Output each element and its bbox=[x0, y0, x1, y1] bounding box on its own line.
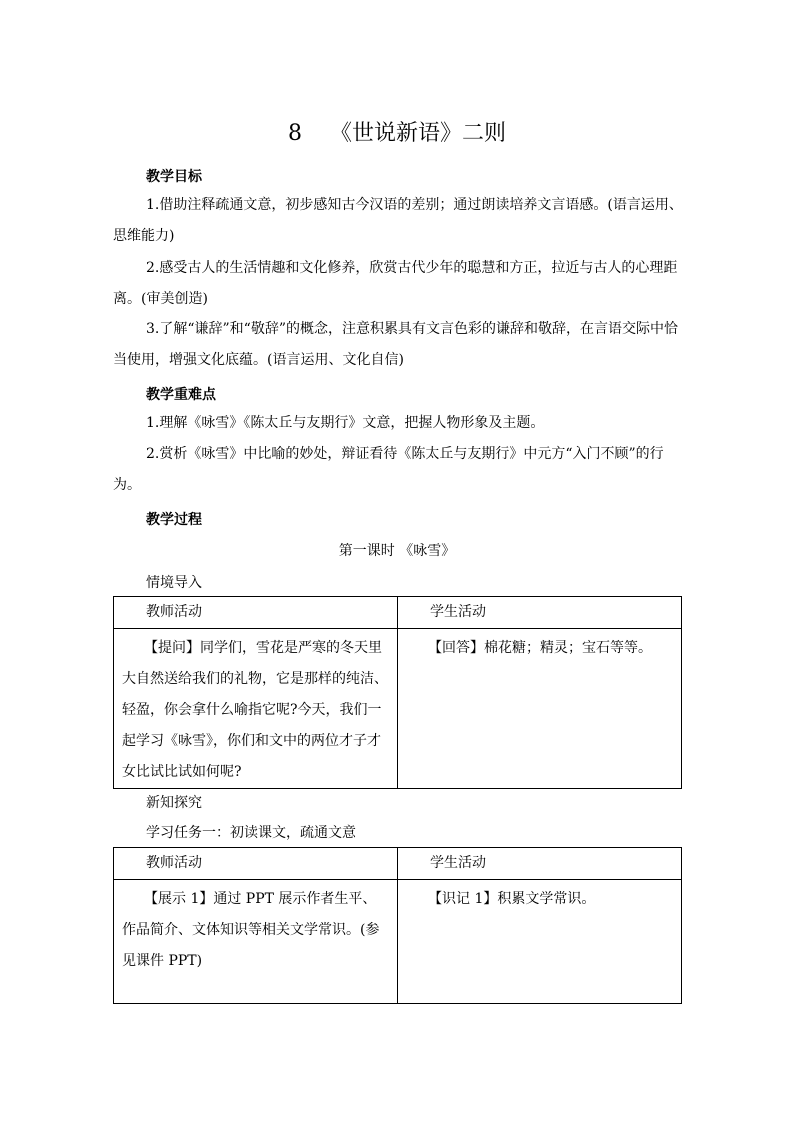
key-points-heading: 教学重难点 bbox=[146, 387, 216, 403]
teacher-activity-header: 教师活动 bbox=[114, 597, 398, 629]
key-point-1: 1.理解《咏雪》《陈太丘与友期行》文意，把握人物形象及主题。 bbox=[146, 415, 545, 431]
activity-table-task-1 bbox=[113, 847, 682, 1004]
student-activity-cell: 【识记 1】积累文学常识。 bbox=[398, 880, 682, 1004]
goal-1: 1.借助注释疏通文意，初步感知古今汉语的差别；通过朗读培养文言语感。(语言运用、思维能力) bbox=[113, 197, 683, 244]
section-intro-label: 情境导入 bbox=[146, 575, 202, 591]
teacher-activity-cell: 【展示 1】通过 PPT 展示作者生平、作品简介、文体知识等相关文学常识。(参见课件 PPT) bbox=[114, 880, 398, 1004]
student-activity-cell: 【回答】棉花糖；精灵；宝石等等。 bbox=[398, 629, 682, 789]
goal-2: 2.感受古人的生活情趣和文化修养，欣赏古代少年的聪慧和方正，拉近与古人的心理距离。(审美创造) bbox=[113, 260, 678, 307]
lesson-title: 第一课时 《咏雪》 bbox=[338, 543, 456, 559]
title-text: 《世说新语》二则 bbox=[329, 121, 506, 146]
student-activity-header: 学生活动 bbox=[398, 597, 682, 629]
title-number: 8 bbox=[287, 121, 302, 146]
page-title bbox=[0, 116, 794, 147]
goal-3: 3.了解“谦辞”和“敬辞”的概念，注意积累具有文言色彩的谦辞和敬辞，在言语交际中恰当使用，增强文化底蕴。(语言运用、文化自信) bbox=[113, 321, 678, 368]
activity-table-intro bbox=[113, 596, 682, 789]
key-point-2: 2.赏析《咏雪》中比喻的妙处，辩证看待《陈太丘与友期行》中元方“入门不顾”的行为。 bbox=[113, 446, 664, 493]
section-explore-label: 新知探究 bbox=[146, 795, 202, 811]
student-activity-header: 学生活动 bbox=[398, 848, 682, 880]
task-1-label: 学习任务一：初读课文，疏通文意 bbox=[146, 825, 356, 841]
process-heading: 教学过程 bbox=[146, 512, 202, 528]
goals-heading: 教学目标 bbox=[146, 169, 202, 185]
teacher-activity-cell: 【提问】同学们，雪花是严寒的冬天里大自然送给我们的礼物，它是那样的纯洁、轻盈，你会拿什么喻指它呢?今天，我们一起学习《咏雪》，你们和文中的两位才子才女比试比试如何呢? bbox=[114, 629, 398, 789]
teacher-activity-header: 教师活动 bbox=[114, 848, 398, 880]
